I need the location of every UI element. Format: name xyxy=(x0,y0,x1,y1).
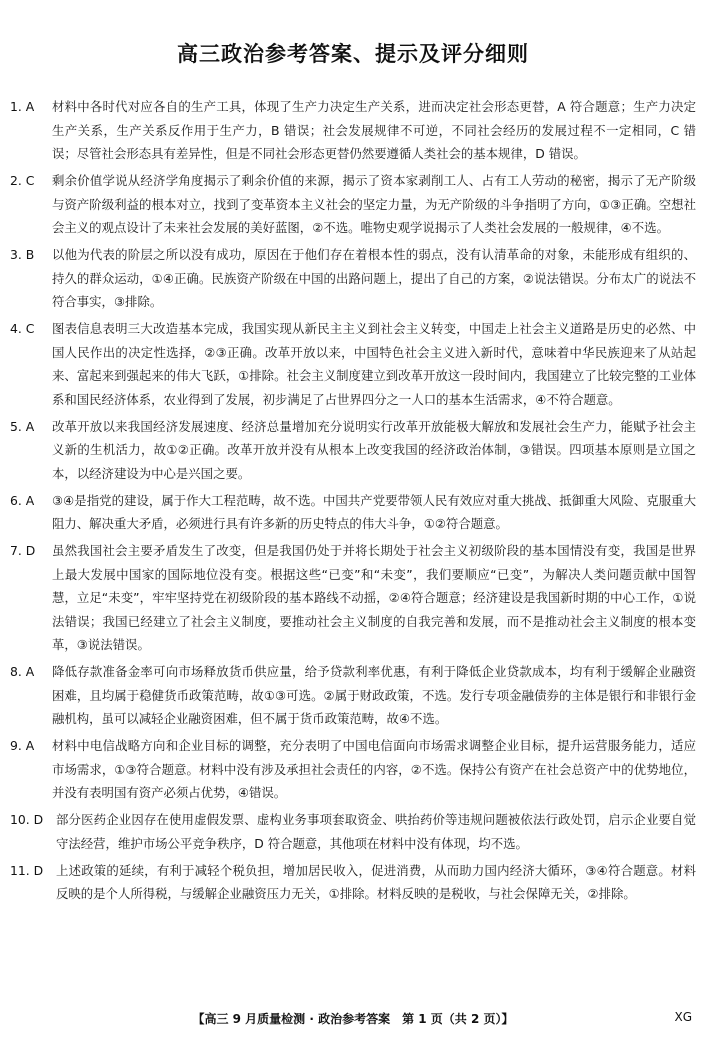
answer-item-11 xyxy=(10,859,696,906)
answer-item-2 xyxy=(10,169,696,240)
answer-number: 5. A xyxy=(10,418,35,434)
answer-number: 9. A xyxy=(10,738,35,753)
answer-item-6 xyxy=(10,489,696,536)
answer-explanation: 剩余价值学说从经济学角度揭示了剩余价值的来源，揭示了资本家剥削工人、占有工人劳动的秘密，揭示了无产阶级与资产阶级利益的根本对立，找到了变革资本主义社会的坚定力量，为无产阶级的斗争指明了方向，①③正确。空想社会主义的观点设计了未来社会发展的美好蓝图，②不选。唯物史观学说揭示了人类社会发展的一般规律，④不选。 xyxy=(52,173,696,235)
answer-explanation: 虽然我国社会主要矛盾发生了改变，但是我国仍处于并将长期处于社会主义初级阶段的基本国情没有变，我国是世界上最大发展中国家的国际地位没有变。根据这些“已变”和“未变”，我们要顺应“已变”，为解决人类问题贡献中国智慧，立足“未变”，牢牢坚持党在初级阶段的基本路线不动摇，②④符合题意；经济建设是我国新时期的中心工作，①说法错误；我国已经建立了社会主义制度，要推动社会主义制度的自我完善和发展，而不是推动社会主义制度的根本变革，③说法错误。 xyxy=(52,543,696,652)
answer-explanation: 降低存款准备金率可向市场释放货币供应量，给予贷款利率优惠，有利于降低企业贷款成本，均有利于缓解企业融资困难，且均属于稳健货币政策范畴，故①③可选。②属于财政政策，不选。发行专项金融债券的主体是银行和非银行金融机构，虽可以减轻企业融资困难，但不属于货币政策范畴，故④不选。 xyxy=(52,664,696,726)
answer-item-9 xyxy=(10,734,696,805)
answer-explanation: 材料中各时代对应各自的生产工具，体现了生产力决定生产关系，进而决定社会形态更替，A 符合题意；生产力决定生产关系，生产关系反作用于生产力，B 错误；社会发展规律不可逆，不同社会经历的发展过程不一定相同，C 错误；尽管社会形态具有差异性，但是不同社会形态更替仍然要遵循人类社会的基本规律，D 错误。 xyxy=(52,99,696,161)
answer-number: 7. D xyxy=(10,543,36,558)
answer-explanation: 图表信息表明三大改造基本完成，我国实现从新民主主义到社会主义转变，中国走上社会主义道路是历史的必然、中国人民作出的决定性选择，②③正确。改革开放以来，中国特色社会主义进入新时代，意味着中华民族迎来了从站起来、富起来到强起来的伟大飞跃，①排除。社会主义制度建立到改革开放这一段时间内，我国建立了比较完整的工业体系和国民经济体系，农业得到了发展，初步满足了占世界四分之一人口的基本生活需求，④不符合题意。 xyxy=(52,321,696,407)
answer-number: 1. A xyxy=(10,99,35,114)
answer-number: 4. C xyxy=(10,321,35,336)
answer-number: 2. C xyxy=(10,173,35,188)
answer-number: 6. A xyxy=(10,492,35,508)
footer-page-info: 【高三 9 月质量检测 · 政治参考答案 第 1 页（共 2 页）】 xyxy=(192,1012,514,1026)
answer-item-8 xyxy=(10,660,696,731)
answer-explanation: 部分医药企业因存在使用虚假发票、虚构业务事项套取资金、哄抬药价等违规问题被依法行政处罚，启示企业要自觉守法经营，维护市场公平竞争秩序，D 符合题意，其他项在材料中没有体现，均不选。 xyxy=(56,812,696,851)
answer-number: 11. D xyxy=(10,862,44,878)
answer-explanation: 上述政策的延续，有利于减轻个税负担，增加居民收入，促进消费，从而助力国内经济大循环，③④符合题意。材料反映的是个人所得税，与缓解企业融资压力无关，①排除。材料反映的是税收，与社会保障无关，②排除。 xyxy=(56,862,696,901)
answer-explanation: 材料中电信战略方向和企业目标的调整，充分表明了中国电信面向市场需求调整企业目标，提升运营服务能力，适应市场需求，①③符合题意。材料中没有涉及承担社会责任的内容，②不选。保持公有资产在社会总资产中的优势地位，并没有表明国有资产必须占优势，④错误。 xyxy=(52,738,696,800)
answer-number: 10. D xyxy=(10,812,44,827)
answer-item-4 xyxy=(10,317,696,411)
answer-item-5 xyxy=(10,415,696,486)
footer-code: XG xyxy=(674,1010,692,1024)
answer-item-7 xyxy=(10,539,696,657)
answer-item-3 xyxy=(10,243,696,314)
answer-explanation: ③④是指党的建设，属于作大工程范畴，故不选。中国共产党要带领人民有效应对重大挑战、抵御重大风险、克服重大阻力、解决重大矛盾，必须进行具有许多新的历史特点的伟大斗争，①②符合题意。 xyxy=(52,492,696,531)
answer-item-10 xyxy=(10,808,696,855)
answer-number: 3. B xyxy=(10,247,35,262)
page-title: 高三政治参考答案、提示及评分细则 xyxy=(177,42,529,66)
answer-number: 8. A xyxy=(10,664,35,679)
answer-explanation: 改革开放以来我国经济发展速度、经济总量增加充分说明实行改革开放能极大解放和发展社会生产力，能赋予社会主义新的生机活力，故①②正确。改革开放并没有从根本上改变我国的经济政治体制，③错误。四项基本原则是立国之本，以经济建设为中心是兴国之要。 xyxy=(52,418,696,481)
answer-list xyxy=(10,95,696,909)
answer-explanation: 以他为代表的阶层之所以没有成功，原因在于他们存在着根本性的弱点，没有认清革命的对象，未能形成有组织的、持久的群众运动，①④正确。民族资产阶级在中国的出路问题上，提出了自己的方案，②说法错误。分布太广的说法不符合事实，③排除。 xyxy=(52,247,696,309)
answer-item-1 xyxy=(10,95,696,166)
page-footer xyxy=(0,1010,706,1030)
